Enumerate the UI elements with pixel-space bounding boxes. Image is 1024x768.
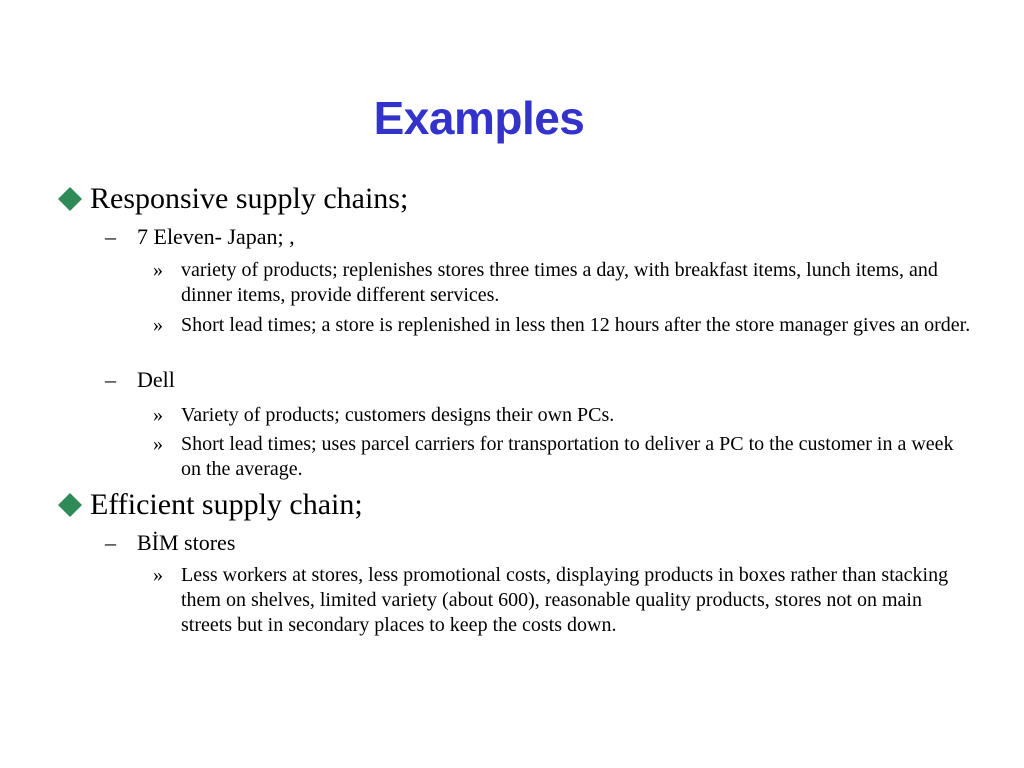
raquo-marker: »: [153, 404, 163, 426]
sub-point: [153, 403, 971, 428]
slide-title: Examples: [373, 92, 585, 144]
sub-point: [153, 563, 971, 638]
sub-point: [153, 313, 971, 338]
raquo-marker: »: [153, 259, 163, 281]
dash-marker: –: [105, 367, 116, 392]
dash-marker: –: [105, 224, 116, 249]
sub-point-text: Short lead times; a store is replenished in less then 12 hours after the store manager gives an order.: [181, 314, 971, 336]
list-item-bim: [105, 530, 236, 556]
list-item-label: 7 Eleven- Japan; ,: [137, 224, 295, 249]
sub-point-text: Variety of products; customers designs their own PCs.: [181, 404, 615, 426]
section-heading-responsive: [90, 182, 408, 216]
sub-point-text: Short lead times; uses parcel carriers for transportation to deliver a PC to the customer in a week on the average.: [181, 433, 954, 480]
raquo-marker: »: [153, 564, 163, 586]
diamond-icon: [57, 492, 83, 518]
list-item-label: Dell: [137, 367, 175, 392]
sub-point: [153, 258, 971, 308]
list-item-7eleven: [105, 224, 295, 250]
sub-point: [153, 432, 971, 482]
section-heading-text: Responsive supply chains;: [90, 182, 409, 215]
raquo-marker: »: [153, 314, 163, 336]
sub-point-text: Less workers at stores, less promotional costs, displaying products in boxes rather than stacking them on shelves, limited variety (about 600), reasonable quality products, stores not on main streets but in secondary places to keep the costs down.: [181, 564, 949, 636]
raquo-marker: »: [153, 433, 163, 455]
sub-point-text: variety of products; replenishes stores three times a day, with breakfast items, lunch items, and dinner items, provide different services.: [181, 259, 938, 306]
section-heading-efficient: [90, 488, 363, 522]
list-item-dell: [105, 367, 175, 393]
list-item-label: BİM stores: [137, 530, 236, 555]
section-heading-text: Efficient supply chain;: [90, 488, 363, 521]
dash-marker: –: [105, 530, 116, 555]
diamond-icon: [57, 186, 83, 212]
